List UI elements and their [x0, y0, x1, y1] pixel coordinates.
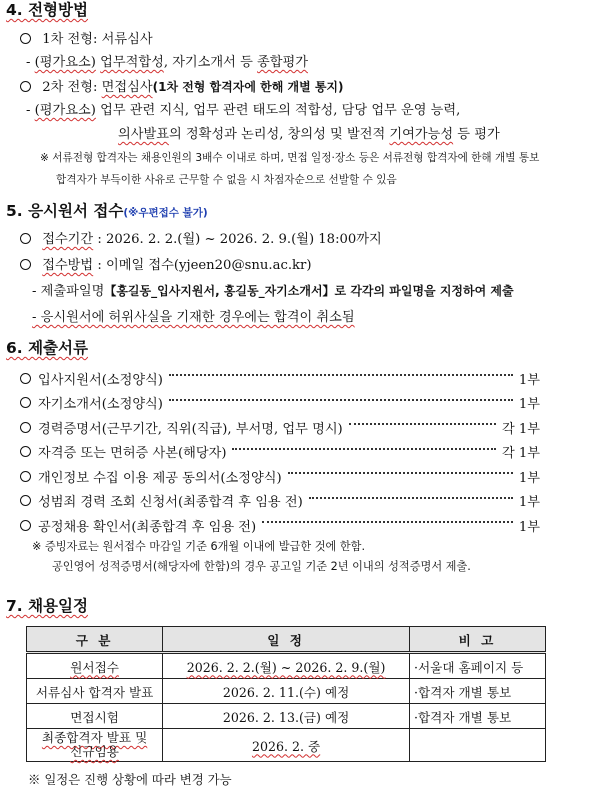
table-header-row	[27, 627, 546, 653]
s4-item-2-sub-line1: - (평가요소) 업무 관련 지식, 업무 관련 태도의 적합성, 담당 업무 운영 능력,	[26, 103, 461, 118]
hollow-circle-bullet-icon	[20, 233, 31, 244]
hollow-circle-bullet-icon	[20, 259, 31, 270]
list-item: 경력증명서(근무기간, 직위(직급), 부서명, 업무 명시) 각 1부	[20, 415, 540, 440]
cell-category: 최종합격자 발표 및 신규임용	[41, 730, 148, 759]
hollow-circle-bullet-icon	[20, 373, 31, 384]
s7-footer-note: ※ 일정은 진행 상황에 따라 변경 가능	[28, 772, 232, 787]
leader-dots	[349, 423, 496, 425]
list-item: 개인정보 수집 이용 제공 동의서(소정양식) 1부	[20, 464, 540, 489]
cell-schedule: 2026. 2. 13.(금) 예정	[163, 704, 410, 729]
leader-dots	[169, 374, 513, 376]
s6-note-line2: 공인영어 성적증명서(해당자에 한함)의 경우 공고일 기준 2년 이내의 성적증명서 제출.	[52, 560, 471, 573]
s5-method: 접수방법 : 이메일 접수(yjeen20@snu.ac.kr)	[20, 254, 311, 273]
s5-period: 접수기간 : 2026. 2. 2.(월) ~ 2026. 2. 9.(월) 18:00까지	[20, 228, 382, 247]
list-item: 입사지원서(소정양식) 1부	[20, 366, 540, 391]
hollow-circle-bullet-icon	[20, 422, 31, 433]
list-item: 성범죄 경력 조회 신청서(최종합격 후 임용 전) 1부	[20, 489, 540, 514]
hollow-circle-bullet-icon	[20, 520, 31, 531]
hollow-circle-bullet-icon	[20, 495, 31, 506]
s4-note-line1: ※ 서류전형 합격자는 채용인원의 3배수 이내로 하며, 면접 일정·장소 등은 서류전형 합격자에 한해 개별 통보	[40, 152, 540, 164]
cell-schedule: 2026. 2. 중	[251, 738, 321, 754]
s4-item-1	[20, 28, 153, 47]
section-7-title: 7. 채용일정	[6, 597, 88, 615]
hollow-circle-bullet-icon	[20, 471, 31, 482]
section-4-title: 4. 전형방법	[6, 1, 88, 19]
s4-item-1-text: 1차 전형: 서류심사	[42, 32, 153, 47]
leader-dots	[309, 497, 513, 499]
leader-dots	[288, 472, 513, 474]
table-row	[27, 704, 546, 729]
cell-note	[409, 729, 545, 762]
cell-note: ·서울대 홈페이지 등	[409, 653, 545, 679]
s4-item-2-sub-line2: 의사발표의 정확성과 논리성, 창의성 및 발전적 기여가능성 등 평가	[118, 127, 500, 142]
list-item: 자기소개서(소정양식) 1부	[20, 391, 540, 416]
table-row	[27, 653, 546, 679]
s6-doc-list	[20, 366, 540, 538]
table-header-category: 구 분	[27, 627, 163, 653]
s4-note-line2: 합격자가 부득이한 사유로 근무할 수 없을 시 차점자순으로 선발할 수 있음	[56, 174, 397, 186]
s5-filename: - 제출파일명【홍길동_입사지원서, 홍길동_자기소개서】로 각각의 파일명을 지정하여 제출	[32, 284, 514, 299]
cell-category: 서류심사 합격자 발표	[27, 679, 163, 704]
hollow-circle-bullet-icon	[20, 81, 31, 92]
hollow-circle-bullet-icon	[20, 397, 31, 408]
s5-warning: - 응시원서에 허위사실을 기재한 경우에는 합격이 취소됨	[32, 310, 355, 325]
leader-dots	[262, 521, 513, 523]
list-item: 공정채용 확인서(최종합격 후 임용 전) 1부	[20, 513, 540, 538]
hollow-circle-bullet-icon	[20, 446, 31, 457]
list-item: 자격증 또는 면허증 사본(해당자) 각 1부	[20, 440, 540, 465]
table-row	[27, 679, 546, 704]
s4-item-1-sub: - (평가요소) 업무적합성, 자기소개서 등 종합평가	[26, 55, 308, 70]
cell-schedule: 2026. 2. 11.(수) 예정	[163, 679, 410, 704]
leader-dots	[169, 399, 513, 401]
table-row	[27, 729, 546, 762]
leader-dots	[232, 448, 495, 450]
s4-item-2: 2차 전형: 면접심사(1차 전형 합격자에 한해 개별 통지)	[20, 76, 344, 95]
schedule-table	[26, 626, 546, 762]
section-6-title: 6. 제출서류	[6, 339, 88, 357]
cell-category: 면접시험	[27, 704, 163, 729]
section-5-title: 5. 응시원서 접수(※우편접수 불가)	[6, 202, 208, 220]
cell-schedule: 2026. 2. 2.(월) ~ 2026. 2. 9.(월)	[186, 659, 386, 675]
s6-note-line1: ※ 증빙자료는 원서접수 마감일 기준 6개월 이내에 발급한 것에 한함.	[32, 540, 366, 553]
table-header-note: 비 고	[409, 627, 545, 653]
cell-note: ·합격자 개별 통보	[409, 679, 545, 704]
table-header-schedule: 일 정	[163, 627, 410, 653]
hollow-circle-bullet-icon	[20, 33, 31, 44]
cell-category: 원서접수	[70, 659, 119, 675]
cell-note: ·합격자 개별 통보	[409, 704, 545, 729]
